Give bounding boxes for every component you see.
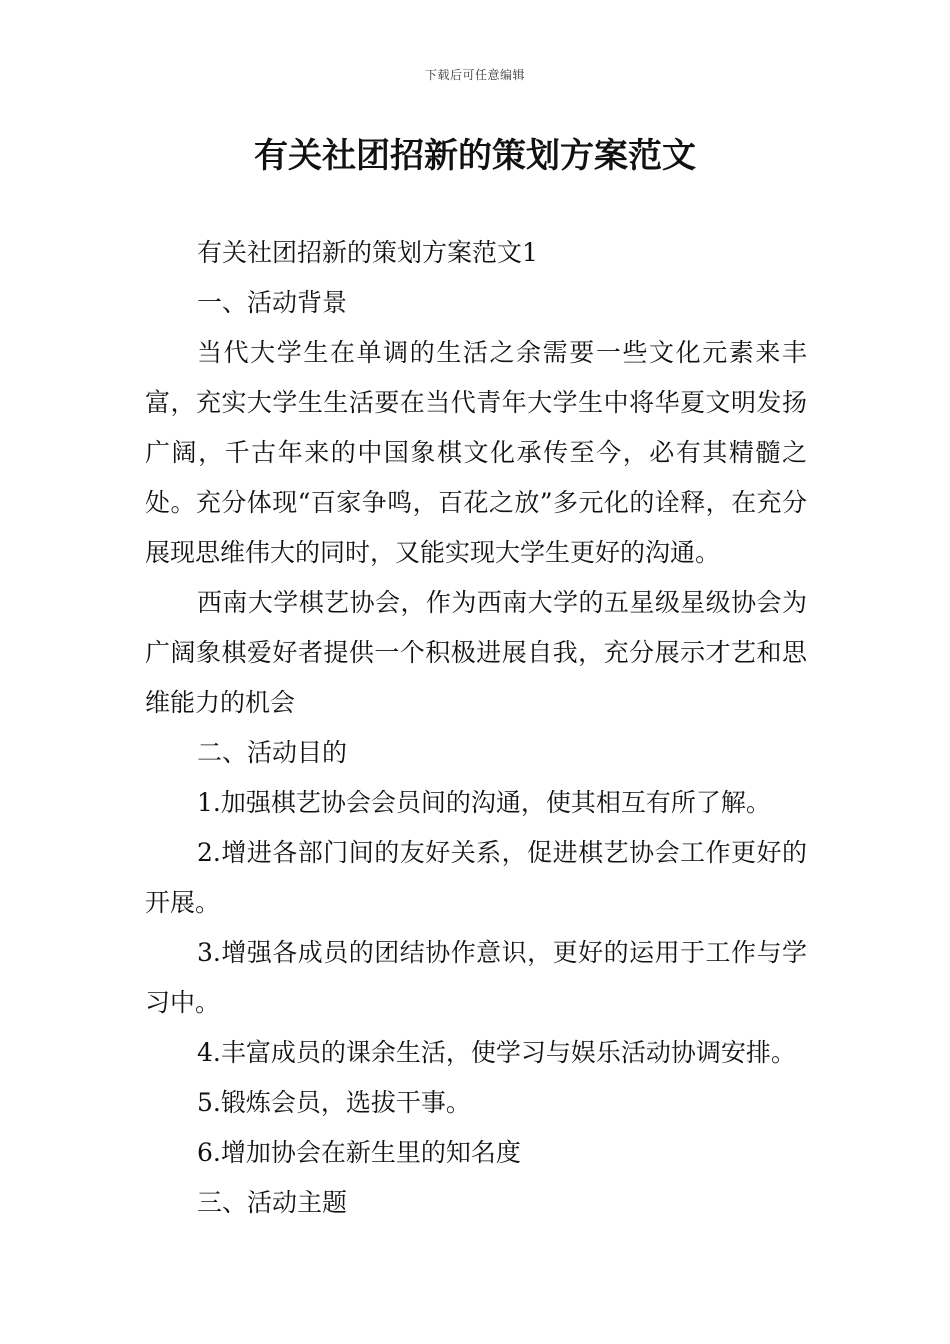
paragraph-background: 当代大学生在单调的生活之余需要一些文化元素来丰富，充实大学生生活要在当代青年大学生中将华夏文明发扬广阔，千古年来的中国象棋文化承传至今，必有其精髓之处。充分体现“百家争鸣，百花之放”多元化的诠释，在充分展现思维伟大的同时，又能实现大学生更好的沟通。 [145,338,807,567]
purpose-item-2: 2.增进各部门间的友好关系，促进棋艺协会工作更好的开展。 [145,838,807,917]
paragraph-association: 西南大学棋艺协会，作为西南大学的五星级星级协会为广阔象棋爱好者提供一个积极进展自我，充分展示才艺和思维能力的机会 [145,588,807,717]
purpose-item-4: 4.丰富成员的课余生活，使学习与娱乐活动协调安排。 [197,1038,796,1067]
purpose-item-1: 1.加强棋艺协会会员间的沟通，使其相互有所了解。 [197,788,771,817]
section-heading-theme: 三、活动主题 [197,1188,348,1217]
header-note: 下载后可任意编辑 [424,68,525,82]
purpose-item-5: 5.锻炼会员，选拔干事。 [197,1088,471,1117]
purpose-item-6: 6.增加协会在新生里的知名度 [197,1138,521,1167]
document-title: 有关社团招新的策划方案范文 [254,136,696,176]
section-heading-background: 一、活动背景 [197,288,348,317]
paragraph-subtitle: 有关社团招新的策划方案范文1 [197,238,538,267]
section-heading-purpose: 二、活动目的 [197,738,348,767]
document-body [145,228,807,1228]
purpose-item-3: 3.增强各成员的团结协作意识，更好的运用于工作与学习中。 [145,938,807,1017]
